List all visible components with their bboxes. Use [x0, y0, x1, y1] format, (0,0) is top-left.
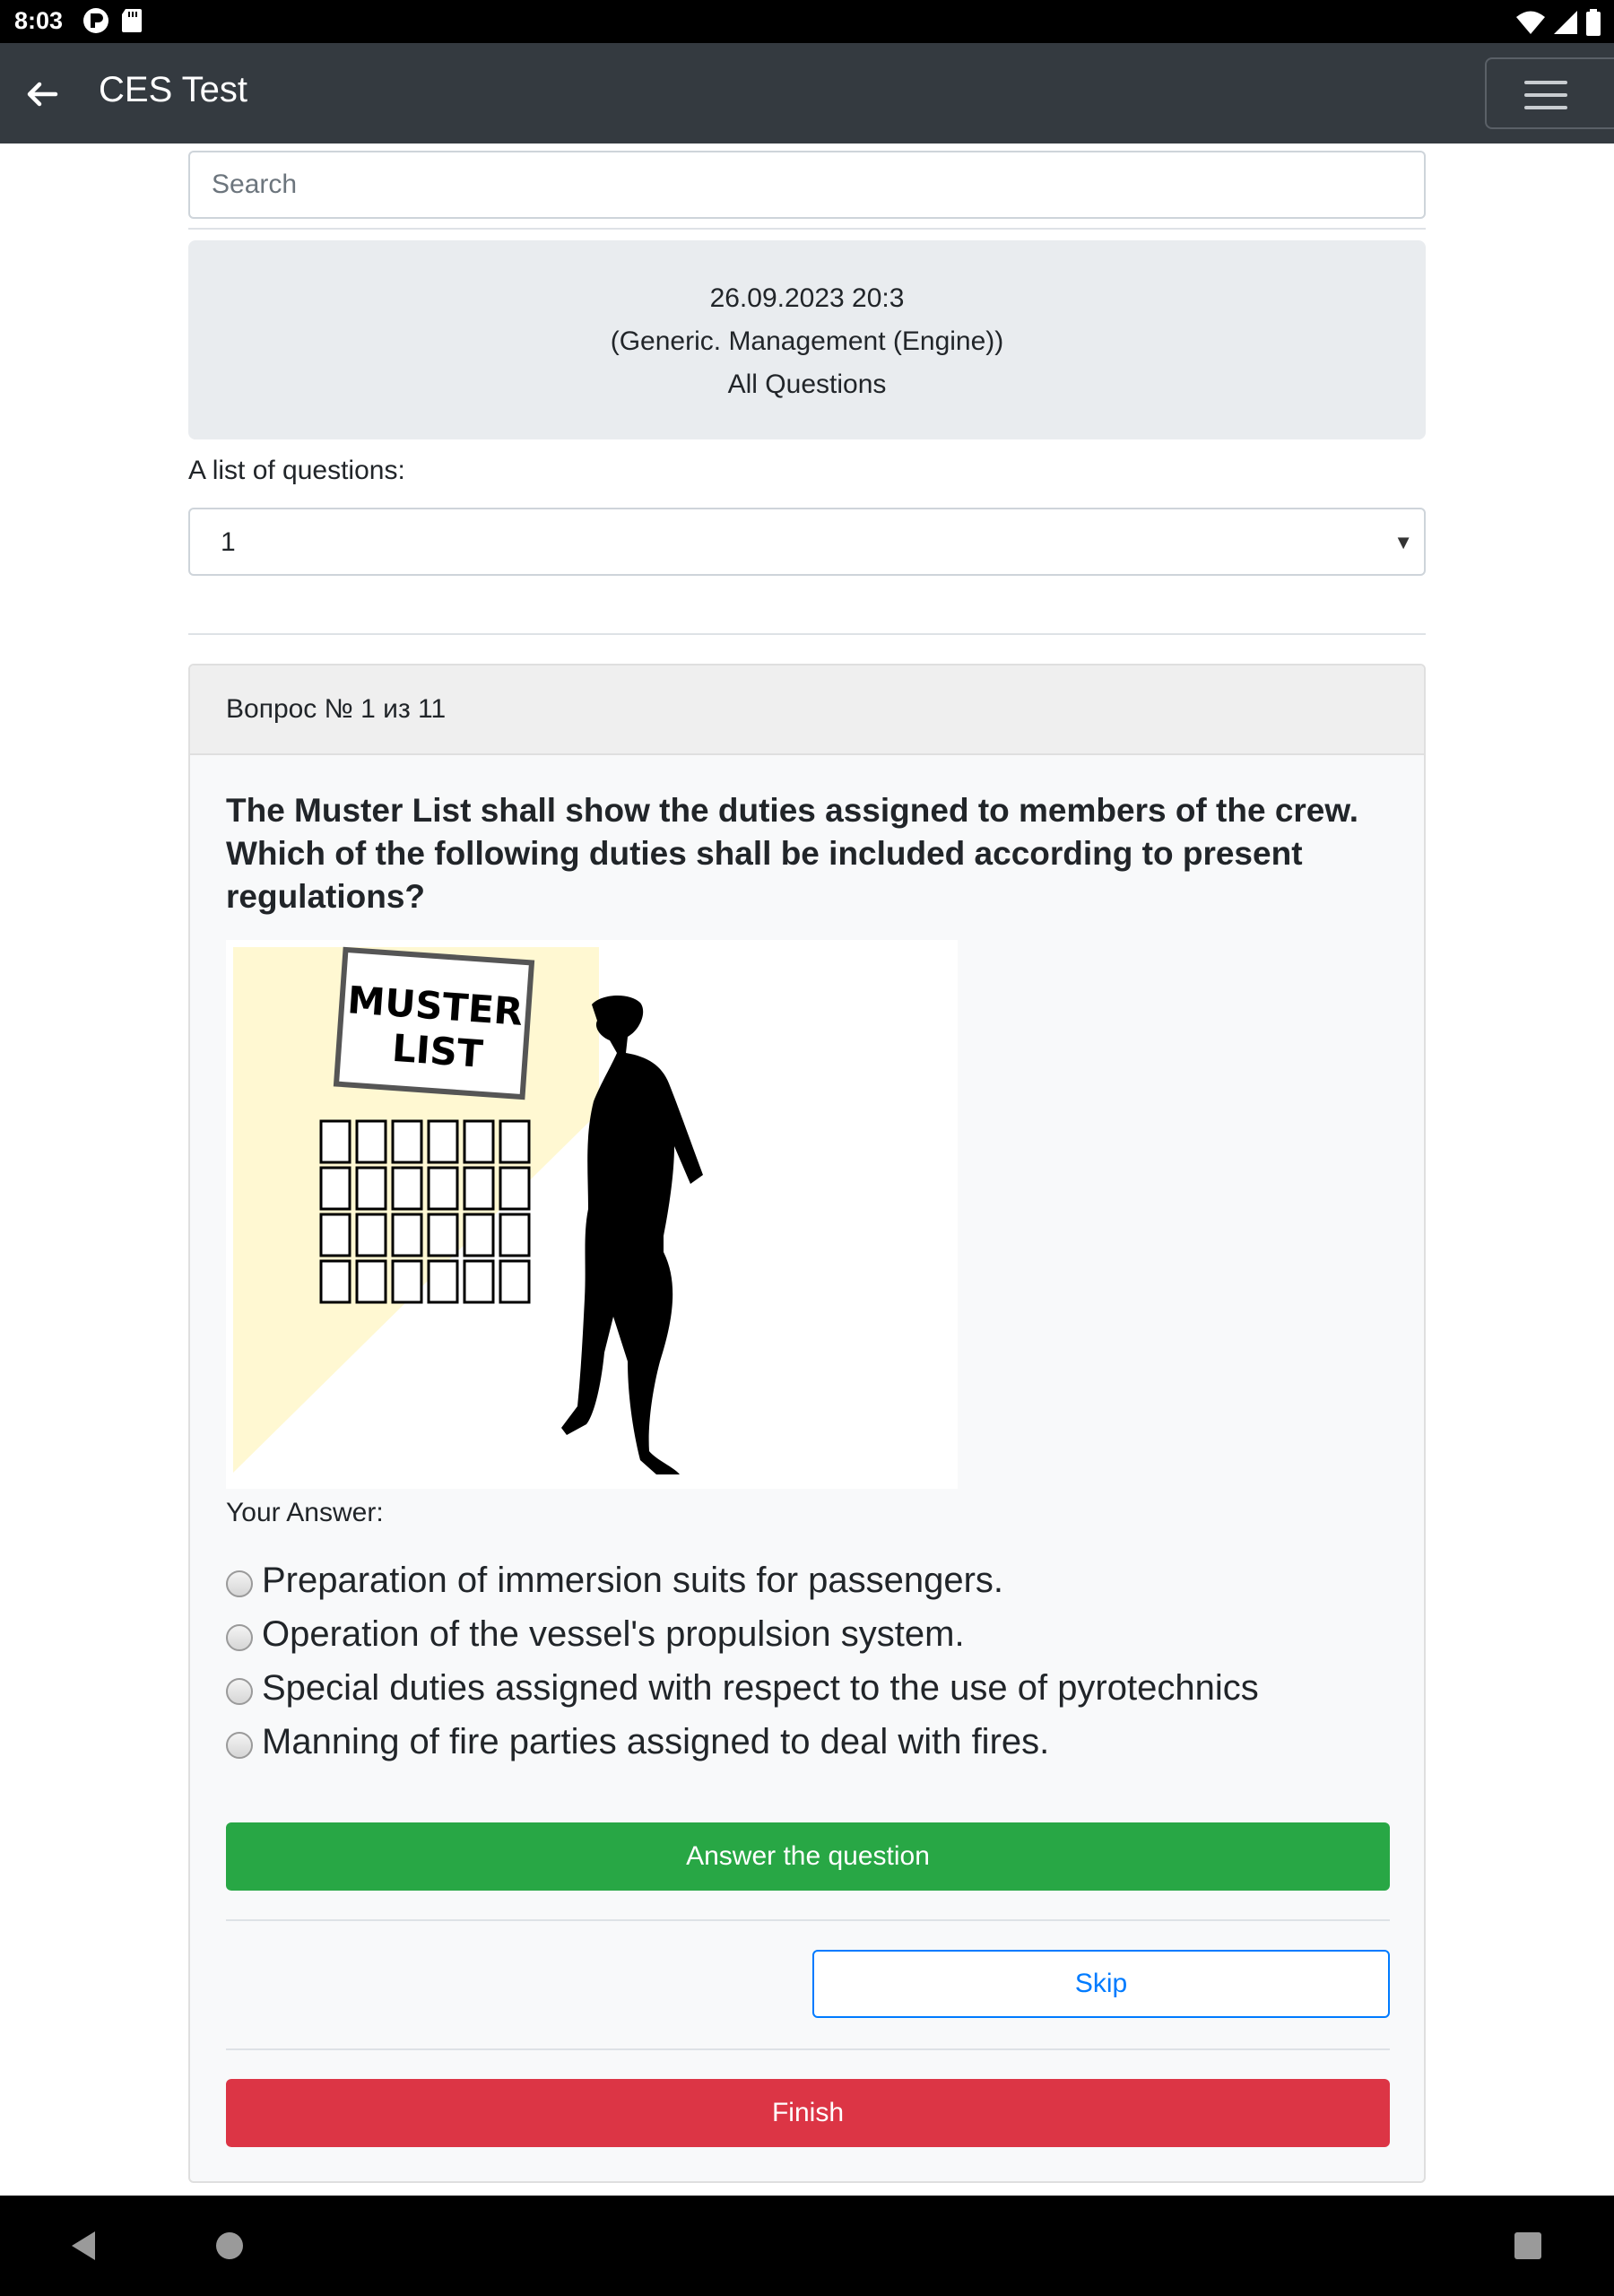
answer-options: [226, 1553, 1259, 1769]
wifi-icon: [1515, 10, 1546, 35]
radio-button[interactable]: [226, 1732, 253, 1759]
answer-question-button[interactable]: Answer the question: [226, 1822, 1390, 1891]
test-category: (Generic. Management (Engine)): [610, 326, 1004, 356]
question-list-label: A list of questions:: [188, 456, 405, 485]
divider: [226, 2048, 1390, 2050]
question-text: The Muster List shall show the duties assigned to members of the crew. Which of the following duties shall be included according to present regulations?: [226, 792, 1359, 915]
sd-card-icon: [120, 7, 143, 34]
divider: [188, 228, 1426, 230]
question-number: Вопрос № 1 из 11: [226, 694, 447, 724]
app-bar: [0, 43, 1614, 144]
answer-option[interactable]: [226, 1553, 1259, 1607]
answer-option-text: Preparation of immersion suits for passengers.: [262, 1560, 1004, 1600]
your-answer-label: Your Answer:: [226, 1498, 384, 1527]
sign-line-1: MUSTER: [345, 978, 525, 1034]
status-time: 8:03: [14, 7, 64, 34]
finish-button[interactable]: Finish: [226, 2079, 1390, 2147]
divider: [226, 1919, 1390, 1921]
divider: [188, 633, 1426, 635]
nav-home-icon[interactable]: [215, 2231, 244, 2260]
question-card: [188, 664, 1426, 2183]
caret-down-icon: ▼: [1393, 531, 1413, 553]
question-card-header: [190, 665, 1424, 755]
battery-icon: [1585, 9, 1601, 36]
hamburger-menu-icon: [1524, 81, 1567, 84]
answer-option[interactable]: [226, 1715, 1259, 1769]
answer-option-text: Manning of fire parties assigned to deal with fires.: [262, 1721, 1050, 1761]
app-notification-icon: [82, 7, 109, 34]
skip-button[interactable]: Skip: [812, 1950, 1390, 2018]
cell-signal-icon: [1553, 10, 1578, 35]
question-select[interactable]: [188, 508, 1426, 576]
status-bar: [0, 0, 1614, 43]
test-info-panel: [188, 240, 1426, 439]
menu-toggle-button[interactable]: [1485, 57, 1614, 129]
muster-list-illustration: [226, 940, 958, 1489]
nav-back-icon[interactable]: [68, 2230, 99, 2262]
answer-option-text: Operation of the vessel's propulsion system.: [262, 1613, 965, 1654]
test-date: 26.09.2023 20:3: [709, 283, 905, 313]
arrow-left-icon[interactable]: [22, 74, 63, 115]
nav-recents-icon[interactable]: [1514, 2231, 1542, 2260]
radio-button[interactable]: [226, 1678, 253, 1705]
answer-option-text: Special duties assigned with respect to the use of pyrotechnics: [262, 1667, 1259, 1708]
answer-option[interactable]: [226, 1661, 1259, 1715]
test-scope: All Questions: [727, 370, 887, 399]
radio-button[interactable]: [226, 1624, 253, 1651]
sign-line-2: LIST: [390, 1025, 485, 1076]
search-input[interactable]: [188, 151, 1426, 219]
page-title: CES Test: [99, 70, 247, 109]
question-select-value: 1: [221, 527, 236, 557]
answer-option[interactable]: [226, 1607, 1259, 1661]
radio-button[interactable]: [226, 1570, 253, 1597]
system-nav-bar: [0, 2196, 1614, 2296]
